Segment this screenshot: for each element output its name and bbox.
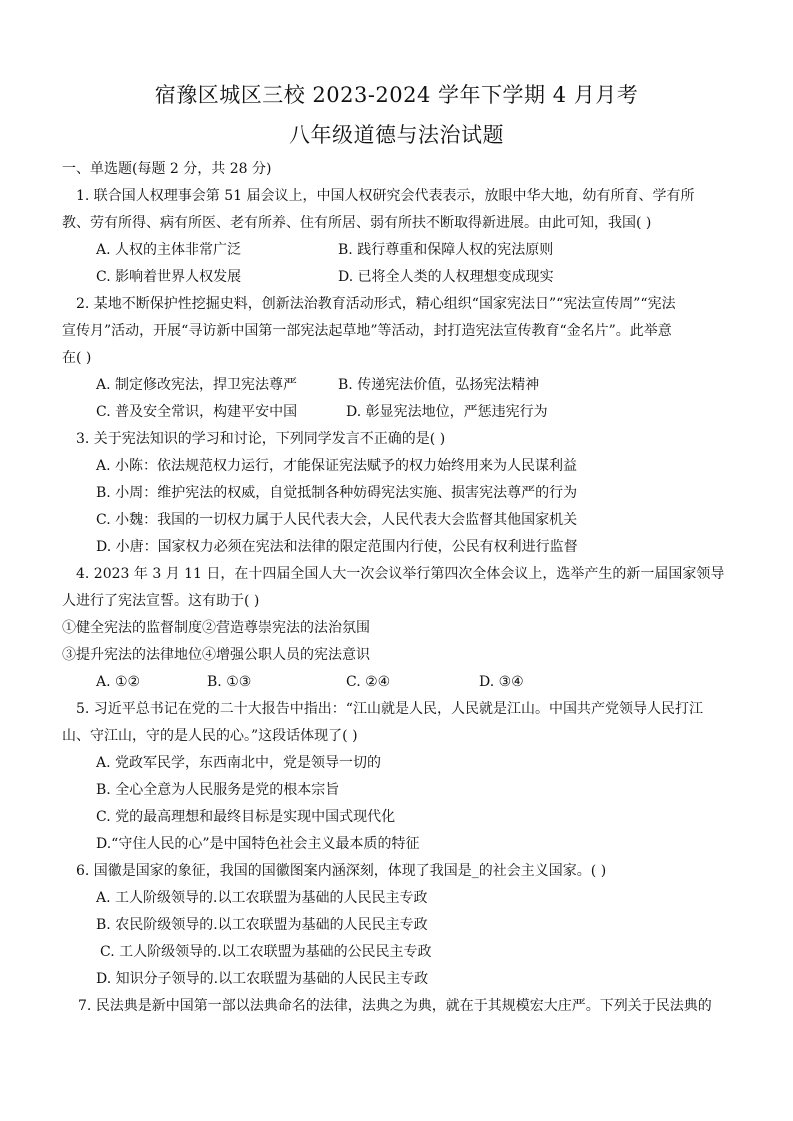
question-stem-line: 山、守江山，守的是人民的心。”这段话体现了( )	[62, 728, 358, 744]
option-a: A. 党政军民学，东西南北中，党是领导一切的	[96, 755, 382, 771]
option-d: D. 知识分子领导的.以工农联盟为基础的人民民主专政	[96, 971, 429, 987]
exam-title: 宿豫区城区三校 2023-2024 学年下学期 4 月月考	[154, 83, 639, 107]
question-statement-line: ①健全宪法的监督制度②营造尊崇宪法的法治氛围	[62, 620, 370, 636]
option-b: B. 全心全意为人民服务是党的根本宗旨	[96, 782, 340, 798]
question-stem-line: 2. 某地不断保护性挖掘史料，创新法治教育活动形式，精心组织“国家宪法日”“宪法宣传周”“宪法	[76, 296, 676, 312]
question-stem-line: 教、劳有所得、病有所医、老有所养、住有所居、弱有所扶不断取得新进展。由此可知，我国( )	[62, 215, 652, 231]
question-stem-line: 3. 关于宪法知识的学习和讨论，下列同学发言不正确的是( )	[76, 431, 446, 447]
question-stem-line: 4. 2023 年 3 月 11 日，在十四届全国人大一次会议举行第四次全体会议上，选举产生的新一届国家领导	[76, 566, 725, 582]
option-c: C. 党的最高理想和最终目标是实现中国式现代化	[96, 809, 396, 825]
question-stem-line: 人进行了宪法宣誓。这有助于( )	[62, 593, 260, 609]
option-b: B. 传递宪法价值，弘扬宪法精神	[338, 377, 540, 393]
option-d: D.“守住人民的心”是中国特色社会主义最本质的特征	[96, 836, 420, 852]
section-heading: 一、单选题(每题 2 分，共 28 分)	[62, 161, 272, 177]
option-d: D. 小唐：国家权力必须在宪法和法律的限定范围内行使，公民有权利进行监督	[96, 539, 578, 555]
question-stem-line: 1. 联合国人权理事会第 51 届会议上，中国人权研究会代表表示，放眼中华大地，幼有所育、学有所	[76, 188, 695, 204]
question-stem-line: 宣传月”活动，开展“寻访新中国第一部宪法起草地”等活动，封打造宪法宣传教育“金名片”。此举意	[62, 323, 672, 339]
option-a: A. 制定修改宪法，捍卫宪法尊严	[96, 377, 298, 393]
option-a: A. ①②	[96, 674, 141, 690]
option-c: C. 普及安全常识，构建平安中国	[96, 404, 298, 420]
option-d: D. ③④	[479, 674, 524, 690]
option-a: A. 工人阶级领导的.以工农联盟为基础的人民民主专政	[96, 890, 428, 906]
option-b: B. 小周：维护宪法的权威，自觉抵制各种妨碍宪法实施、损害宪法尊严的行为	[96, 485, 578, 501]
option-a: A. 人权的主体非常广泛	[96, 242, 242, 258]
question-stem-line: 在( )	[62, 350, 92, 366]
option-b: B. 践行尊重和保障人权的宪法原则	[338, 242, 554, 258]
option-b: B. ①③	[207, 674, 252, 690]
option-b: B. 农民阶级领导的.以工农联盟为基础的人民民主专政	[96, 917, 428, 933]
question-stem-line: 5. 习近平总书记在党的二十大报告中指出：“江山就是人民，人民就是江山。中国共产党领导人民打江	[76, 701, 703, 717]
option-c: C. 工人阶级领导的.以工农联盟为基础的公民民主专政	[100, 944, 432, 960]
exam-subtitle: 八年级道德与法治试题	[289, 123, 504, 147]
question-statement-line: ③提升宪法的法律地位④增强公职人员的宪法意识	[62, 647, 370, 663]
option-c: C. ②④	[346, 674, 391, 690]
question-stem-line: 7. 民法典是新中国第一部以法典命名的法律，法典之为典，就在于其规模宏大庄严。下列关于民法典的	[78, 998, 712, 1014]
option-d: D. 彰显宪法地位，严惩违宪行为	[346, 404, 548, 420]
option-c: C. 影响着世界人权发展	[96, 269, 242, 285]
question-stem-line: 6. 国徽是国家的象征，我国的国徽图案内涵深刻，体现了我国是_的社会主义国家。( )	[76, 863, 607, 879]
option-a: A. 小陈：依法规范权力运行，才能保证宪法赋予的权力始终用来为人民谋利益	[96, 458, 578, 474]
option-c: C. 小魏：我国的一切权力属于人民代表大会，人民代表大会监督其他国家机关	[96, 512, 578, 528]
option-d: D. 已将全人类的人权理想变成现实	[338, 269, 554, 285]
